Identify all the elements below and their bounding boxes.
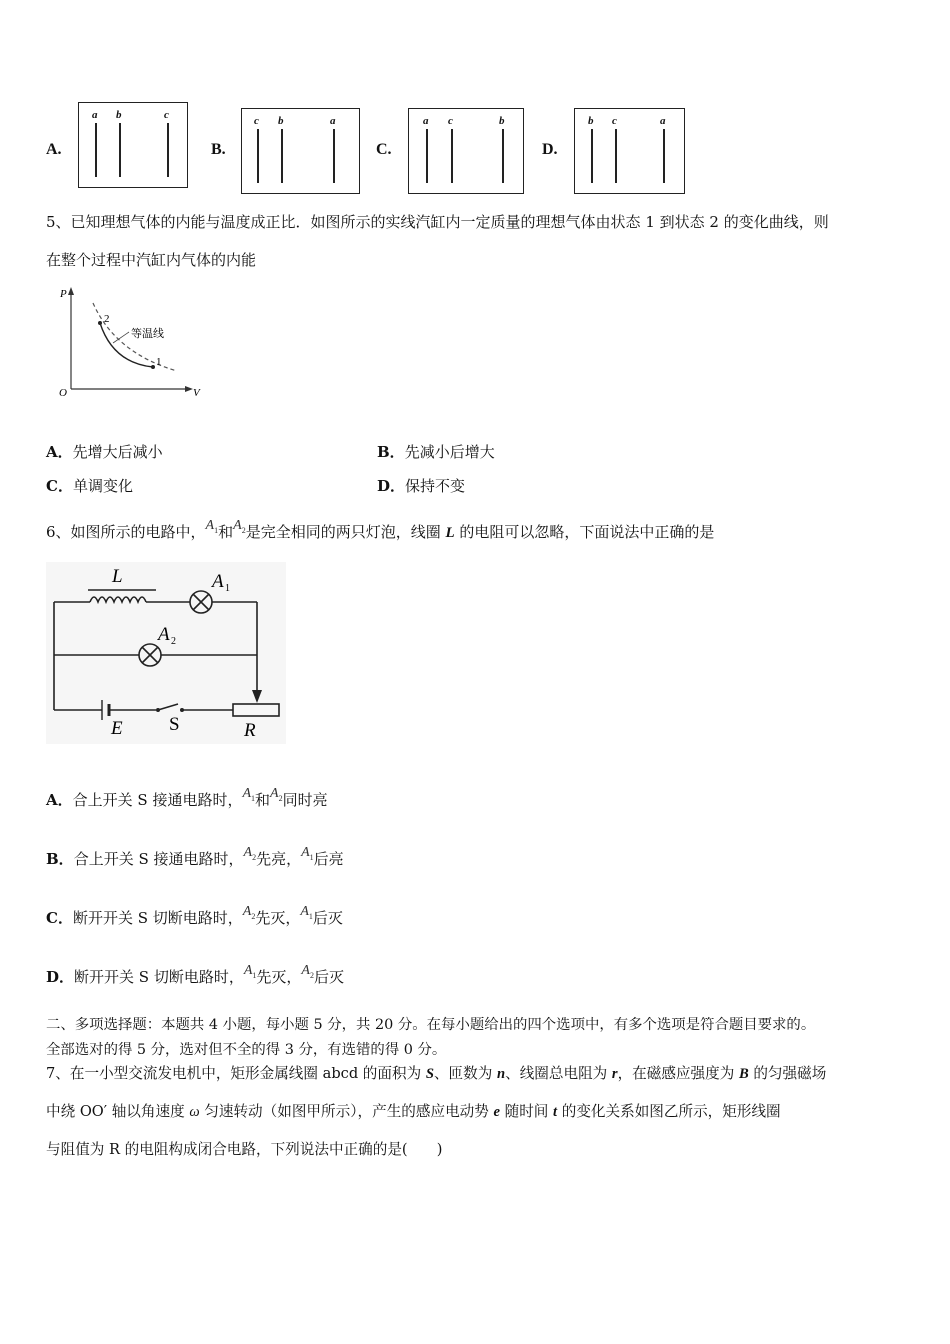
wire-label: a (92, 109, 98, 121)
option-mid: 和 (255, 791, 271, 809)
state2-label: 2 (104, 313, 110, 325)
option-text: 保持不变 (405, 477, 466, 495)
option-text: 先增大后减小 (72, 443, 163, 461)
wire (451, 129, 453, 183)
section2-heading-line1: 二、多项选择题：本题共 4 小题，每小题 5 分，共 20 分。在每小题给出的四个选项中，有多个选项是符合题目要求的。 (46, 1017, 816, 1033)
circuit-label-a1-sub: 1 (225, 583, 230, 594)
circuit-label-a2: A (158, 624, 170, 645)
option-post: 后亮 (313, 850, 344, 868)
lamp-symbol: $A_2$ (301, 963, 314, 980)
wire (426, 129, 428, 183)
option-pre: 断开开关 S 切断电路时， (72, 909, 243, 927)
text-run: 、线圈总电阻为 (505, 1065, 612, 1082)
lamp-symbol: $A_1$ (242, 786, 256, 803)
wire-label: b (499, 115, 505, 127)
circuit-label-r: R (244, 720, 256, 741)
wire-label: a (660, 115, 666, 127)
symbol-r: r (611, 1066, 618, 1082)
symbol-e: e (493, 1104, 500, 1120)
q6-circuit-diagram (46, 562, 286, 744)
wire (663, 129, 665, 183)
option-letter: B． (377, 443, 405, 461)
wire (95, 123, 97, 177)
symbol-s: S (425, 1066, 434, 1082)
q5-pv-graph (55, 285, 205, 400)
q4-option-d-letter: D. (542, 141, 558, 158)
q4-option-d-figure (574, 108, 685, 194)
v-axis-arrow (185, 386, 193, 392)
q6-prefix: 6、如图所示的电路中， (46, 523, 206, 541)
circuit-label-s: S (169, 714, 180, 735)
p-label: P (60, 288, 67, 300)
symbol-t: t (553, 1104, 558, 1120)
lamp-symbol: $A_2$ (270, 786, 283, 803)
circuit-label-a2-sub: 2 (171, 636, 176, 647)
text-run: 、匝数为 (433, 1065, 497, 1082)
option-letter: A． (46, 791, 73, 809)
option-letter: D． (46, 968, 75, 986)
q4-option-c-figure (408, 108, 524, 194)
isotherm-pointer (113, 332, 129, 343)
wire-label: b (116, 109, 122, 121)
wire-label: c (254, 115, 259, 127)
option-mid: 先灭， (256, 968, 302, 986)
q4-option-b-letter: B. (211, 141, 226, 158)
option-pre: 合上开关 S 接通电路时， (73, 850, 244, 868)
q4-option-b-figure (241, 108, 360, 194)
symbol-b: B (738, 1066, 749, 1082)
circuit-label-a1: A (212, 571, 224, 592)
v-label: V (193, 387, 200, 399)
option-letter: D． (377, 477, 406, 495)
state1-label: 1 (156, 356, 162, 368)
q6-and: 和 (218, 523, 234, 541)
q4-option-c-letter: C. (376, 141, 392, 158)
text-run: 的匀强磁场 (748, 1065, 827, 1082)
q7-stem-line1 (46, 1062, 826, 1083)
option-pre: 合上开关 S 接通电路时， (72, 791, 243, 809)
q4-option-a-letter: A. (46, 141, 62, 158)
p-axis-arrow (68, 287, 74, 295)
q5-option-a[interactable] (46, 441, 163, 462)
option-post: 同时亮 (282, 791, 328, 809)
wire (167, 123, 169, 177)
q6-stem (46, 518, 715, 543)
lamp-a1-symbol: $A_1$ (205, 518, 219, 535)
option-letter: A． (46, 443, 73, 461)
lamp-symbol: $A_1$ (300, 904, 313, 921)
wire (615, 129, 617, 183)
option-post: 后灭 (312, 909, 343, 927)
wire-label: a (330, 115, 336, 127)
option-post: 后灭 (313, 968, 344, 986)
state1-point (151, 365, 155, 369)
q7-stem-line3: 与阻值为 R 的电阻构成闭合电路，下列说法中正确的是( ) (46, 1141, 443, 1158)
option-letter: C． (46, 477, 73, 495)
q6-option-a[interactable] (46, 786, 328, 811)
wire-label: c (164, 109, 169, 121)
q6-option-d[interactable] (46, 963, 344, 988)
q5-stem-line1: 5、已知理想气体的内能与温度成正比．如图所示的实线汽缸内一定质量的理想气体由状态 1 到状态 2 的变化曲线，则 (46, 213, 829, 231)
wire (502, 129, 504, 183)
state2-point (98, 321, 102, 325)
text-run: 随时间 (499, 1103, 554, 1120)
q7-stem-line2 (46, 1100, 781, 1121)
q6-suffix-a: 是完全相同的两只灯泡，线圈 (245, 523, 446, 541)
q6-suffix-b: 的电阻可以忽略，下面说法中正确的是 (454, 523, 715, 541)
q5-option-c[interactable] (46, 475, 133, 496)
coil-symbol: L (445, 525, 455, 541)
circuit-label-l: L (112, 566, 123, 587)
option-mid: 先亮， (256, 850, 302, 868)
wire-label: c (612, 115, 617, 127)
circuit-label-e: E (111, 718, 123, 739)
switch-contact-right (180, 708, 184, 712)
q5-option-b[interactable] (377, 441, 495, 462)
q4-option-a-figure (78, 102, 188, 188)
lamp-symbol: $A_1$ (301, 845, 314, 862)
lamp-symbol: $A_2$ (242, 904, 256, 921)
option-text: 先减小后增大 (404, 443, 495, 461)
wire (333, 129, 335, 183)
section2-heading-line2: 全部选对的得 5 分，选对但不全的得 3 分，有选错的得 0 分。 (46, 1042, 447, 1058)
wire (257, 129, 259, 183)
wire (591, 129, 593, 183)
wire-label: c (448, 115, 453, 127)
option-mid: 先灭， (255, 909, 301, 927)
text-run: 的变化关系如图乙所示，矩形线圈 (557, 1103, 781, 1120)
q6-option-c[interactable] (46, 904, 343, 929)
wire-label: b (588, 115, 594, 127)
q5-option-d[interactable] (377, 475, 465, 496)
switch-contact-left (156, 708, 160, 712)
symbol-n: n (496, 1066, 506, 1082)
wire (281, 129, 283, 183)
text-run: 匀速转动（如图甲所示），产生的感应电动势 (199, 1103, 494, 1120)
wire (119, 123, 121, 177)
isotherm-label: 等温线 (131, 328, 164, 340)
origin-label: O (59, 387, 67, 399)
q5-stem-line2: 在整个过程中汽缸内气体的内能 (46, 251, 257, 269)
lamp-symbol: $A_2$ (243, 845, 257, 862)
lamp-a2-symbol: $A_2$ (233, 518, 246, 535)
option-letter: B． (46, 850, 74, 868)
lamp-symbol: $A_1$ (243, 963, 257, 980)
symbol-omega: ω (189, 1104, 200, 1120)
text-run: 7、在一小型交流发电机中，矩形金属线圈 abcd 的面积为 (46, 1065, 426, 1082)
option-pre: 断开开关 S 切断电路时， (74, 968, 244, 986)
q6-option-b[interactable] (46, 845, 344, 870)
text-run: ，在磁感应强度为 (617, 1065, 739, 1082)
option-text: 单调变化 (72, 477, 133, 495)
option-letter: C． (46, 909, 73, 927)
wire-label: a (423, 115, 429, 127)
text-run: 中绕 OO′ 轴以角速度 (46, 1103, 190, 1120)
wire-label: b (278, 115, 284, 127)
